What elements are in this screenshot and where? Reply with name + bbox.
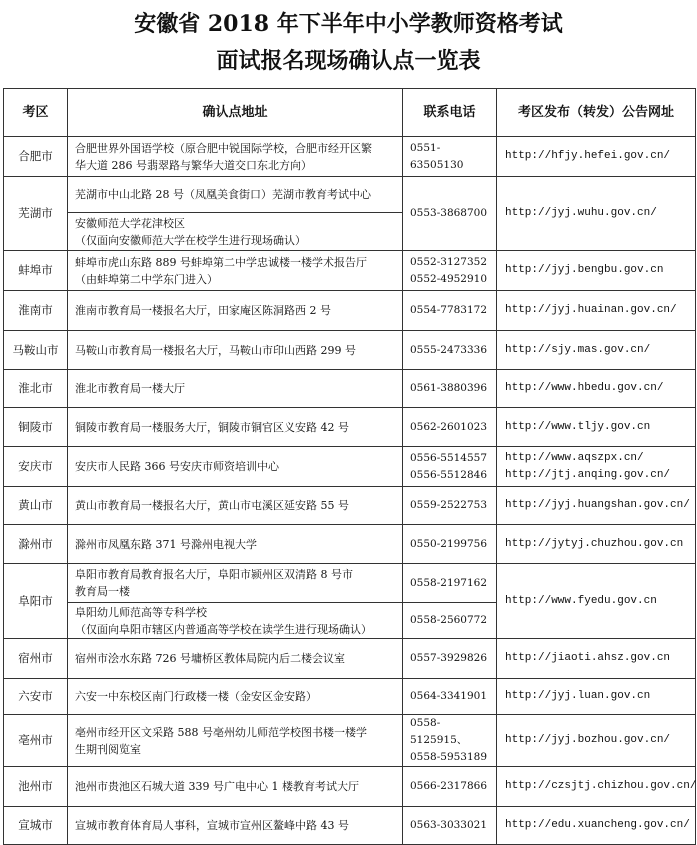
cell-announcement-url — [497, 715, 696, 767]
exam-area-name: 宣城市 — [18, 818, 53, 832]
cell-exam-area — [4, 370, 68, 408]
phone-number: 0550-2199756 — [410, 537, 488, 550]
table-row — [4, 564, 696, 603]
exam-area-name: 黄山市 — [18, 498, 53, 512]
address-line: 安庆市人民路 366 号安庆市师资培训中心 — [75, 460, 279, 473]
cell-address — [68, 487, 403, 525]
phone-number: 0561-3880396 — [410, 382, 488, 394]
table-row — [4, 525, 696, 564]
table-row — [4, 370, 696, 408]
cell-phone — [403, 137, 497, 177]
table-row — [4, 251, 696, 291]
cell-phone — [403, 639, 497, 679]
exam-area-name: 铜陵市 — [18, 419, 53, 434]
address-line: 淮北市教育局一楼大厅 — [75, 382, 185, 395]
address-line: 六安一中东校区南门行政楼一楼（金安区金安路） — [75, 690, 317, 703]
table-row — [4, 715, 696, 767]
cell-phone — [403, 603, 497, 639]
cell-phone — [403, 370, 497, 408]
table-row — [4, 408, 696, 447]
exam-area-name: 滁州市 — [18, 536, 53, 551]
cell-phone — [403, 177, 497, 251]
table-row — [4, 137, 696, 177]
phone-number: 0555-2473336 — [410, 343, 488, 356]
cell-address — [68, 679, 403, 715]
address-line: 教育局一楼 — [75, 585, 130, 598]
table-row — [4, 447, 696, 487]
header-phone: 联系电话 — [403, 89, 497, 137]
cell-announcement-url — [497, 331, 696, 370]
cell-exam-area — [4, 679, 68, 715]
cell-exam-area — [4, 807, 68, 845]
exam-area-name: 安庆市 — [18, 459, 53, 473]
cell-address — [68, 370, 403, 408]
address-line: （由蚌埠第二中学东门进入） — [75, 272, 218, 286]
cell-address — [68, 639, 403, 679]
cell-exam-area — [4, 525, 68, 564]
table-row — [4, 291, 696, 331]
cell-announcement-url — [497, 408, 696, 447]
cell-phone — [403, 291, 497, 331]
announcement-link[interactable]: http://www.aqszpx.cn/ — [505, 451, 644, 464]
exam-area-name: 合肥市 — [18, 149, 53, 163]
cell-address — [68, 447, 403, 487]
exam-area-name: 亳州市 — [18, 733, 53, 747]
header-address: 确认点地址 — [68, 89, 403, 137]
address-line: 合肥世界外国语学校（原合肥中锐国际学校，合肥市经开区繁 — [75, 141, 372, 155]
address-line: 马鞍山市教育局一楼报名大厅，马鞍山市印山西路 299 号 — [75, 343, 356, 357]
phone-number: 0556-5512846 — [410, 468, 488, 481]
announcement-link[interactable]: http://www.hbedu.gov.cn/ — [505, 382, 664, 394]
phone-number: 0554-7783172 — [410, 304, 488, 316]
cell-exam-area — [4, 767, 68, 807]
announcement-link[interactable]: http://www.fyedu.gov.cn — [505, 594, 657, 607]
announcement-link[interactable]: http://jytyj.chuzhou.gov.cn — [505, 537, 684, 550]
phone-number: 0563-3033021 — [410, 819, 488, 831]
address-line: 阜阳幼儿师范高等专科学校 — [75, 605, 207, 619]
cell-address — [68, 137, 403, 177]
cell-announcement-url — [497, 564, 696, 639]
address-line: 亳州市经开区文采路 588 号亳州幼儿师范学校图书楼一楼学 — [75, 725, 367, 739]
header-exam-area: 考区 — [4, 89, 68, 137]
phone-number: 0558-5125915、 — [410, 717, 468, 746]
cell-exam-area — [4, 291, 68, 331]
announcement-link[interactable]: http://jyj.wuhu.gov.cn/ — [505, 207, 657, 219]
cell-exam-area — [4, 447, 68, 487]
cell-phone — [403, 331, 497, 370]
table-row — [4, 331, 696, 370]
cell-address — [68, 715, 403, 767]
address-line: 淮南市教育局一楼报名大厅，田家庵区陈洞路西 2 号 — [75, 304, 331, 317]
phone-number: 0558-5953189 — [410, 751, 488, 763]
phone-number: 0559-2522753 — [410, 499, 488, 511]
cell-announcement-url — [497, 291, 696, 331]
cell-announcement-url — [497, 487, 696, 525]
announcement-link[interactable]: http://jtj.anqing.gov.cn/ — [505, 468, 671, 481]
cell-address — [68, 767, 403, 807]
cell-phone — [403, 447, 497, 487]
cell-phone — [403, 525, 497, 564]
cell-exam-area — [4, 331, 68, 370]
table-row — [4, 767, 696, 807]
address-line: 黄山市教育局一楼报名大厅，黄山市屯溪区延安路 55 号 — [75, 499, 349, 512]
exam-area-name: 宿州市 — [18, 651, 53, 665]
cell-announcement-url — [497, 639, 696, 679]
table-header-row — [4, 89, 696, 137]
cell-announcement-url — [497, 137, 696, 177]
cell-announcement-url — [497, 767, 696, 807]
address-line: 铜陵市教育局一楼服务大厅，铜陵市铜官区义安路 42 号 — [75, 420, 349, 434]
address-line: 阜阳市教育局教育报名大厅，阜阳市颍州区双清路 8 号市 — [75, 568, 353, 581]
cell-address — [68, 331, 403, 370]
address-line: 安徽师范大学花津校区 — [75, 216, 185, 230]
cell-address — [68, 408, 403, 447]
cell-phone — [403, 679, 497, 715]
cell-exam-area — [4, 177, 68, 251]
cell-phone — [403, 408, 497, 447]
cell-phone — [403, 487, 497, 525]
announcement-link[interactable]: http://jyj.huangshan.gov.cn/ — [505, 499, 690, 511]
phone-number: 0552-3127352 — [410, 255, 488, 268]
exam-area-name: 芜湖市 — [18, 206, 53, 220]
table-row — [4, 639, 696, 679]
announcement-link[interactable]: http://sjy.mas.gov.cn/ — [505, 343, 651, 356]
announcement-link[interactable]: http://jyj.huainan.gov.cn/ — [505, 304, 677, 316]
exam-area-name: 淮北市 — [18, 381, 53, 395]
address-line: （仅面向阜阳市辖区内普通高等学校在读学生进行现场确认） — [75, 622, 372, 636]
phone-number: 0558-2560772 — [410, 614, 488, 626]
cell-announcement-url — [497, 370, 696, 408]
phone-number: 0558-2197162 — [410, 576, 488, 589]
cell-address — [68, 603, 403, 639]
phone-number: 0553-3868700 — [410, 207, 488, 219]
phone-number: 0566-2317866 — [410, 780, 488, 792]
cell-address — [68, 291, 403, 331]
cell-address — [68, 807, 403, 845]
address-line: 宣城市教育体育局人事科，宣城市宣州区鳌峰中路 43 号 — [75, 819, 349, 832]
address-line: 蚌埠市虎山东路 889 号蚌埠第二中学忠诚楼一楼学术报告厅 — [75, 255, 367, 269]
announcement-link[interactable]: http://jiaoti.ahsz.gov.cn — [505, 652, 671, 664]
cell-address — [68, 251, 403, 291]
cell-exam-area — [4, 487, 68, 525]
phone-number: 0557-3929826 — [410, 652, 488, 664]
exam-area-name: 蚌埠市 — [18, 263, 53, 277]
document-title-line-1: 安徽省 2018 年下半年中小学教师资格考试 — [134, 11, 563, 37]
cell-phone — [403, 807, 497, 845]
address-line: 宿州市浍水东路 726 号墉桥区教体局院内后二楼会议室 — [75, 652, 345, 665]
cell-exam-area — [4, 715, 68, 767]
table-row — [4, 807, 696, 845]
announcement-link[interactable]: http://hfjy.hefei.gov.cn/ — [505, 150, 671, 162]
cell-exam-area — [4, 639, 68, 679]
address-line: （仅面向安徽师范大学在校学生进行现场确认） — [75, 233, 306, 247]
table-row — [4, 679, 696, 715]
address-line: 池州市贵池区石城大道 339 号广电中心 1 楼教育考试大厅 — [75, 780, 359, 793]
address-line: 生期刊阅览室 — [75, 742, 141, 756]
table-row — [4, 177, 696, 213]
cell-exam-area — [4, 408, 68, 447]
cell-phone — [403, 767, 497, 807]
cell-exam-area — [4, 564, 68, 639]
cell-address — [68, 213, 403, 251]
cell-announcement-url — [497, 447, 696, 487]
cell-exam-area — [4, 137, 68, 177]
phone-number: 0562-2601023 — [410, 420, 488, 433]
phone-number: 0552-4952910 — [410, 272, 488, 285]
announcement-link[interactable]: http://czsjtj.chizhou.gov.cn/ — [505, 780, 697, 792]
phone-number: 0556-5514557 — [410, 451, 488, 464]
announcement-link[interactable]: http://jyj.bozhou.gov.cn/ — [505, 734, 671, 746]
exam-area-name: 马鞍山市 — [12, 342, 59, 357]
cell-exam-area — [4, 251, 68, 291]
cell-announcement-url — [497, 679, 696, 715]
cell-address — [68, 564, 403, 603]
exam-area-name: 阜阳市 — [18, 593, 53, 608]
cell-phone — [403, 251, 497, 291]
cell-announcement-url — [497, 807, 696, 845]
cell-address — [68, 177, 403, 213]
confirmation-sites-table — [3, 88, 696, 845]
announcement-link[interactable]: http://jyj.luan.gov.cn — [505, 690, 651, 702]
address-line: 芜湖市中山北路 28 号（凤凰美食街口）芜湖市教育考试中心 — [75, 188, 371, 201]
address-line: 华大道 286 号翡翠路与繁华大道交口东北方向） — [75, 158, 312, 172]
exam-area-name: 淮南市 — [18, 303, 53, 317]
announcement-link[interactable]: http://edu.xuancheng.gov.cn/ — [505, 819, 690, 831]
cell-phone — [403, 715, 497, 767]
header-announcement-url: 考区发布（转发）公告网址 — [497, 89, 696, 137]
cell-announcement-url — [497, 251, 696, 291]
cell-announcement-url — [497, 177, 696, 251]
phone-number: 0551-63505130 — [410, 141, 464, 171]
document-title-line-2: 面试报名现场确认点一览表 — [216, 48, 481, 74]
announcement-link[interactable]: http://jyj.bengbu.gov.cn — [505, 264, 664, 276]
address-line: 滁州市凤凰东路 371 号滁州电视大学 — [75, 537, 257, 551]
phone-number: 0564-3341901 — [410, 690, 488, 702]
cell-phone — [403, 564, 497, 603]
table-row — [4, 487, 696, 525]
cell-address — [68, 525, 403, 564]
exam-area-name: 六安市 — [18, 689, 53, 703]
exam-area-name: 池州市 — [18, 779, 53, 793]
cell-announcement-url — [497, 525, 696, 564]
announcement-link[interactable]: http://www.tljy.gov.cn — [505, 420, 651, 433]
